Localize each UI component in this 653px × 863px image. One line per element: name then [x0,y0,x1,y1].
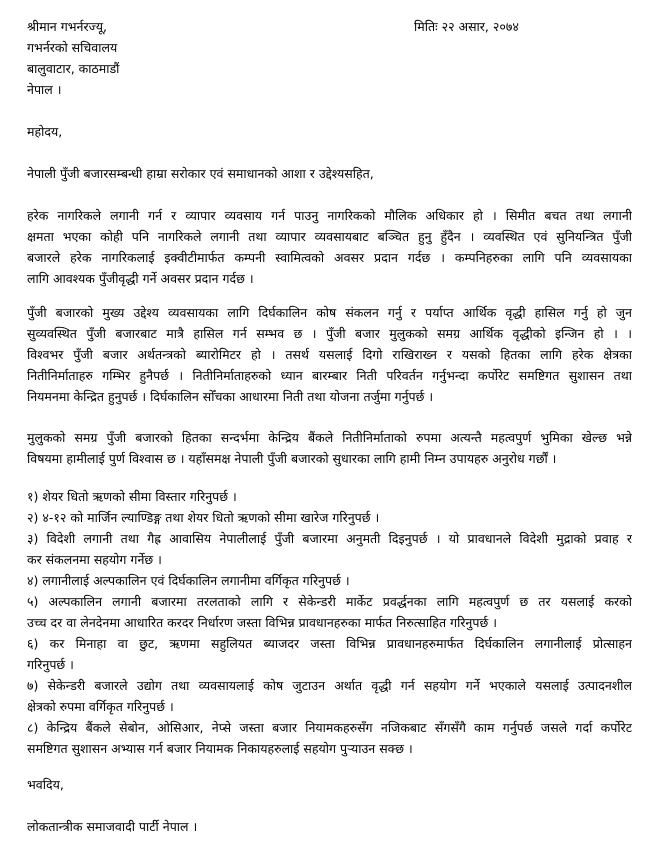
list-item-continuation: कर संकलनमा सहयोग गर्नेछ । [27,552,162,567]
paragraph-line: हरेक नागरिकले लगानी गर्न र व्यापार व्यवसाय गर्न पाउनु नागरिकको मौलिक अधिकार हो । सिमीत बचत तथा लगानी [27,208,632,223]
list-item-continuation: गरिनुपर्छ । [27,657,74,672]
recipient-address [27,16,632,100]
list-item: १) शेयर धितो ऋणको सीमा विस्तार गरिनुपर्छ । [27,489,237,504]
list-item: ३) विदेशी लगानी तथा गैह्र आवासिय नेपालीलाई पुँजी बजारमा अनुमती दिइनुपर्छ । यो प्रावधानले विदेशी मुद्राको प्रवाह र [27,531,632,546]
list-item: २) ४-१२ को मार्जिन ल्याण्डिङ्ग तथा शेयर धितो ऋणको सीमा खारेज गरिनुपर्छ । [27,510,380,525]
signature: लोकतान्त्रीक समाजवादी पार्टी नेपाल । [27,819,198,834]
list-item: ८) केन्द्रिय बैंकले सेबोन, ओसिआर, नेप्से जस्ता बजार नियामकहरुसँग नजिकबाट सँगसँगै काम गर्नुपर्छ जसले गर्दा कर्पोरेट [27,720,632,735]
paragraph-line: सुव्यवस्थित पुँजी बजारबाट मात्रै हासिल गर्न सम्भव छ । पुँजी बजार मुलुकको समग्र आर्थिक वृद्धीको इन्जिन हो । । [27,326,632,341]
paragraph-line: नियमनमा केन्द्रित हुनुपर्छ । दिर्घकालिन सोँचका आधारमा निती तथा योजना तर्जुमा गर्नुपर्छ । [27,389,434,404]
paragraph-line: बजारले हरेक नागरिकलाई इक्वीटीमार्फत कम्पनी स्वामित्वको अवसर प्रदान गर्दछ । कम्पनिहरुका लागि पनि व्यवसायका [27,250,632,265]
paragraph-line: मुलुकको समग्र पुँजी बजारको हितका सन्दर्भमा केन्द्रिय बैंकले नितीनिर्माताको रुपमा अत्यन्तै महत्वपुर्ण भुमिका खेल्छ भन्ने [27,430,632,445]
paragraph-line: लागि आवश्यक पुँजीवृद्धी गर्ने अवसर प्रदान गर्दछ । [27,271,254,286]
letter-date: मितिः २२ असार, २०७४ [414,19,519,34]
list-item-continuation: क्षेत्रको रुपमा वर्गिकृत गरिनुपर्छ । [27,699,174,714]
intro-line: नेपाली पुँजी बजारसम्बन्धी हाम्रा सरोकार एवं समाधानको आशा र उद्देश्यसहित, [27,166,374,181]
list-item: ४) लगानीलाई अल्पकालिन एवं दिर्घकालिन लगानीमा वर्गिकृत गरिनुपर्छ । [27,573,350,588]
paragraph-3 [27,427,632,469]
closing: भवदिय, [27,777,64,792]
address-line: नेपाल । [27,82,62,97]
paragraph-1 [27,205,632,289]
paragraph-2 [27,302,632,407]
request-points [27,486,632,759]
list-item: ७) सेकेन्डरी बजारले उद्योग तथा व्यवसायलाई कोष जुटाउन अर्थात वृद्धी गर्न सहयोग गर्ने भएकाले यसलाई उत्पादनशील [27,678,632,693]
list-item-continuation: समष्टिगत सुशासन अभ्यास गर्न बजार नियामक निकायहरुलाई सहयोग पुर्‍याउन सक्छ । [27,741,413,756]
salutation: महोदय, [27,124,63,139]
list-item-continuation: उच्च दर वा लेनदेनमा आधारित करदर निर्धारण जस्ता विभिन्न प्रावधानहरुका मार्फत निरुत्साहित गरिनुपर्छ । [27,615,497,630]
paragraph-line: क्षमता भएका कोही पनि नागरिकले लगानी तथा व्यापार व्यवसायबाट बञ्चित हुनु हुँदैन । व्यवस्थित एवं सुनियन्त्रित पुँजी [27,229,632,244]
address-line: गभर्नरको सचिवालय [27,40,118,55]
paragraph-line: पुँजी बजारको मुख्य उद्देश्य व्यवसायका लागि दिर्घकालिन कोष संकलन गर्नु र पर्याप्त आर्थिक वृद्धी हासिल गर्नु हो जुन [27,305,632,320]
address-line: बालुवाटार, काठमाडौं [27,61,120,76]
paragraph-line: विश्वभर पुँजी बजार अर्थतन्त्रको ब्यारोमिटर हो । तसर्थ यसलाई दिगो राखिराख्न र यसको हितका लागि हरेक क्षेत्रका [27,347,632,362]
list-item: ६) कर मिनाहा वा छुट, ऋणमा सहुलियत ब्याजदर जस्ता विभिन्न प्रावधानहरुमार्फत दिर्घकालिन लगानीलाई प्रोत्साहन [27,636,632,651]
paragraph-line: नितीनिर्माताहरु गम्भिर हुनैपर्छ । नितीनिर्माताहरुको ध्यान बारम्बार निती परिवर्तन गर्नुभन्दा कर्पोरेट समष्टिगत सुशासन तथा [27,368,632,383]
address-line: श्रीमान गभर्नरज्यू, [27,19,107,34]
list-item: ५) अल्पकालिन लगानी बजारमा तरलताको लागि र सेकेन्डरी मार्केट प्रवर्द्धनका लागि महत्वपुर्ण छ तर यसलाई करको [27,594,632,609]
paragraph-line: विषयमा हामीलाई पुर्ण विश्वास छ । यहाँसमक्ष नेपाली पुँजी बजारको सुधारका लागि हामी निम्न उपायहरु अनुरोध गर्छौं । [27,451,557,466]
